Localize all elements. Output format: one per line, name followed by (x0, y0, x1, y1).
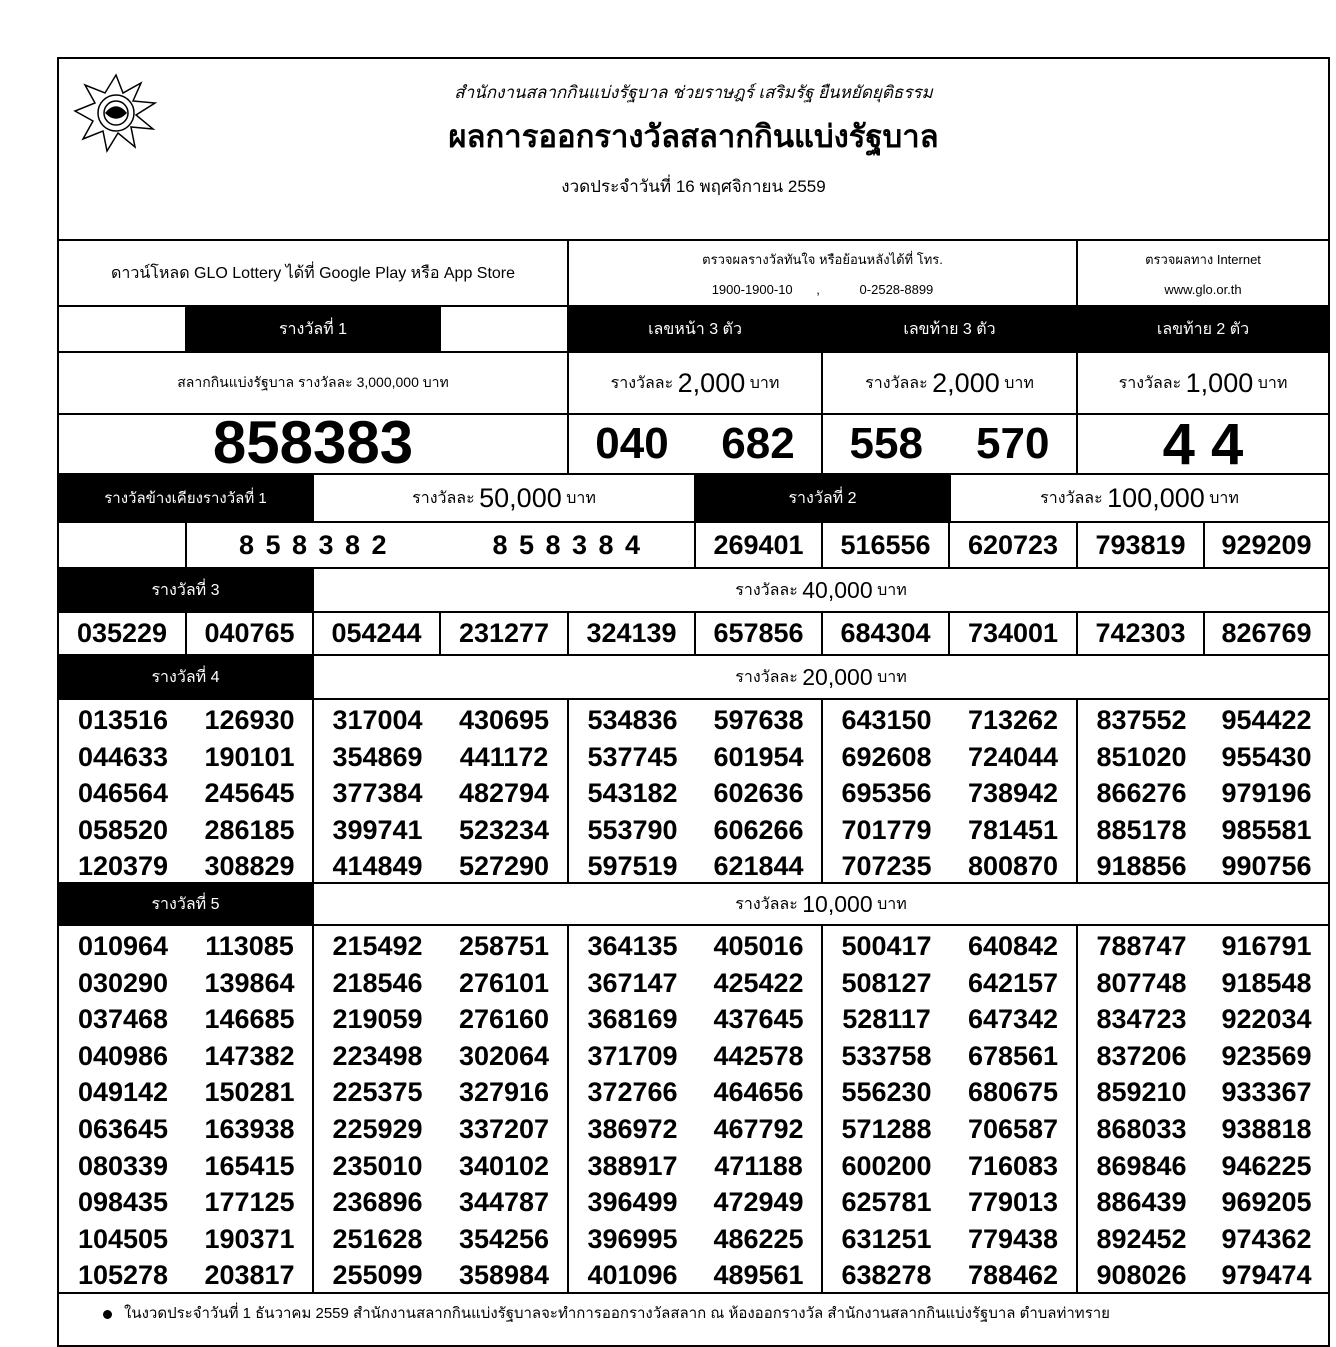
prize-number: 276101 (458, 967, 550, 998)
prize-number: 489561 (713, 1260, 804, 1291)
prize-number: 120379 (77, 851, 169, 882)
prize-number: 779013 (967, 1187, 1059, 1218)
footer-note (103, 1301, 1323, 1325)
prize-number: 837206 (1096, 1040, 1187, 1071)
prize-number: 147382 (204, 1040, 295, 1071)
prize-number: 302064 (458, 1040, 550, 1071)
number-column (1205, 926, 1328, 1292)
first-prize-desc: สลากกินแบ่งรัฐบาล รางวัลละ 3,000,000 บาท (59, 353, 569, 415)
prize-number: 979474 (1221, 1260, 1312, 1291)
front3-amount-value: 2,000 (677, 367, 746, 398)
first-prize-label: รางวัลที่ 1 (187, 307, 441, 353)
number-column (59, 700, 187, 882)
prize-number: 701779 (841, 814, 932, 845)
back3-amount-value: 2,000 (932, 367, 1000, 398)
prize-number: 425422 (713, 967, 804, 998)
prize-number: 146685 (204, 1004, 295, 1035)
front3-amount (569, 353, 823, 415)
near-first-amount-prefix: รางวัลละ (412, 489, 475, 507)
prize-number: 837552 (1096, 705, 1187, 735)
prize-number: 401096 (587, 1260, 678, 1291)
phone-label: ตรวจผลรางวัลทันใจ หรือย้อนหลังได้ที่ โทร. (702, 252, 943, 267)
footer-note-text: ในงวดประจำวันที่ 1 ธันวาคม 2559 สำนักงานสลากกินแบ่งรัฐบาลจะทำการออกรางวัลสลาก ณ ห้องออกรางวัล สำนักงานสลากกินแบ่งรัฐบาล ตำบลท่าทราย (124, 1305, 1110, 1322)
prize-number: 040765 (187, 613, 314, 656)
second-prize-amount (951, 475, 1328, 523)
prize-number: 946225 (1221, 1150, 1312, 1181)
prize-number: 236896 (332, 1187, 423, 1218)
prize-number: 035229 (59, 613, 187, 656)
website-link[interactable]: www.glo.or.th (1164, 282, 1242, 297)
fourth-prize-amount (314, 656, 1328, 700)
front3-amount-prefix: รางวัลละ (610, 374, 674, 392)
prize-number: 602636 (713, 778, 804, 809)
prize-number: 098435 (77, 1187, 169, 1218)
prize-number: 724044 (967, 741, 1059, 772)
prize-number: 190371 (204, 1223, 295, 1254)
prize-number: 954422 (1221, 705, 1312, 735)
prize-number: 276160 (458, 1004, 550, 1035)
second-prize-amount-suffix: บาท (1209, 489, 1239, 507)
prize-number: 955430 (1221, 741, 1312, 772)
back3-numbers (823, 415, 1078, 475)
number-column (187, 700, 314, 882)
prize-number: 040986 (77, 1040, 169, 1071)
prize-number: 642157 (967, 967, 1059, 998)
back2-amount-prefix: รางวัลละ (1118, 374, 1182, 392)
prize-number: 985581 (1221, 814, 1312, 845)
prize-number: 049142 (77, 1077, 169, 1108)
prize-number: 868033 (1096, 1113, 1187, 1144)
prize-number: 340102 (458, 1150, 550, 1181)
prize-number: 922034 (1221, 1004, 1312, 1035)
prize-number: 190101 (204, 741, 295, 772)
prize-number: 834723 (1096, 1004, 1187, 1035)
prize-number: 800870 (967, 851, 1059, 882)
near-first-number-1: 8 5 8 3 8 2 (238, 529, 389, 560)
fourth-prize-label: รางวัลที่ 4 (59, 656, 314, 700)
near-first-label: รางวัลข้างเคียงรางวัลที่ 1 (59, 475, 314, 523)
prize-number: 482794 (458, 778, 550, 809)
fifth-prize-amount-prefix: รางวัลละ (735, 895, 798, 913)
prize-number: 442578 (713, 1040, 804, 1071)
prize-number: 371709 (587, 1040, 678, 1071)
prize-number: 251628 (332, 1223, 423, 1254)
prize-number: 063645 (77, 1113, 169, 1144)
prize-number: 537745 (587, 741, 678, 772)
second-prize-number-3: 620723 (950, 523, 1078, 569)
phone-separator: , (816, 282, 820, 297)
prize-number: 203817 (204, 1260, 295, 1291)
prize-number: 918548 (1221, 967, 1312, 998)
prize-number: 441172 (459, 741, 549, 772)
prize-number: 680675 (967, 1077, 1059, 1108)
fourth-prize-amount-value: 20,000 (802, 663, 873, 690)
number-column (187, 926, 314, 1292)
near-first-blank (59, 523, 187, 569)
second-prize-amount-value: 100,000 (1107, 482, 1205, 513)
download-text: ดาวน์โหลด GLO Lottery ได้ที่ Google Play หรือ App Store (110, 264, 516, 282)
prize-number: 553790 (587, 814, 678, 845)
number-column (314, 926, 441, 1292)
prize-number: 779438 (967, 1223, 1059, 1254)
second-prize-number-4: 793819 (1078, 523, 1205, 569)
second-prize-number-2: 516556 (823, 523, 950, 569)
prize-number: 500417 (841, 931, 932, 961)
fourth-prize-amount-prefix: รางวัลละ (735, 668, 798, 686)
prize-number: 707235 (841, 851, 932, 882)
first-prize-blank-left (59, 307, 187, 353)
back3-number-2: 570 (976, 419, 1050, 468)
fifth-prize-label: รางวัลที่ 5 (59, 884, 314, 926)
prize-number: 621844 (713, 851, 804, 882)
phone-numbers (712, 282, 934, 297)
prize-number: 235010 (332, 1150, 423, 1181)
internet-info (1078, 241, 1328, 307)
number-column (1078, 700, 1205, 882)
prize-number: 219059 (332, 1004, 423, 1035)
number-column (314, 700, 441, 882)
second-prize-number-5: 929209 (1205, 523, 1328, 569)
prize-number: 010964 (77, 931, 169, 961)
prize-number: 126930 (204, 705, 295, 735)
number-column (59, 926, 187, 1292)
prize-number: 859210 (1096, 1077, 1187, 1108)
number-column (950, 926, 1078, 1292)
prize-number: 923569 (1221, 1040, 1312, 1071)
phone-number-2: 0-2528-8899 (859, 282, 934, 297)
prize-number: 788462 (967, 1260, 1059, 1291)
bullet-icon (103, 1310, 112, 1319)
number-column (696, 926, 823, 1292)
prize-number: 606266 (713, 814, 804, 845)
draw-date: งวดประจำวันที่ 16 พฤศจิกายน 2559 (561, 177, 826, 196)
prize-number: 533758 (841, 1040, 932, 1071)
prize-number: 885178 (1096, 814, 1187, 845)
prize-number: 527290 (458, 851, 550, 882)
back2-amount (1078, 353, 1328, 415)
front3-amount-suffix: บาท (749, 374, 780, 392)
prize-number: 508127 (841, 967, 932, 998)
front3-numbers (569, 415, 823, 475)
prize-number: 286185 (204, 814, 295, 845)
prize-number: 692608 (841, 741, 932, 772)
prize-number: 640842 (967, 931, 1059, 961)
prize-number: 430695 (458, 705, 550, 735)
prize-number: 258751 (458, 931, 550, 961)
back3-number-1: 558 (849, 419, 923, 468)
prize-number: 892452 (1096, 1223, 1187, 1254)
prize-number: 826769 (1205, 613, 1328, 656)
prize-number: 625781 (841, 1187, 932, 1218)
download-info (59, 241, 569, 307)
prize-number: 597638 (713, 705, 804, 735)
prize-number: 742303 (1078, 613, 1205, 656)
prize-number: 245645 (204, 778, 295, 809)
prize-number: 054244 (314, 613, 441, 656)
third-prize-amount-prefix: รางวัลละ (735, 581, 798, 599)
prize-number: 105278 (77, 1260, 169, 1291)
prize-number: 414849 (332, 851, 423, 882)
prize-number: 104505 (77, 1223, 169, 1254)
prize-number: 918856 (1096, 851, 1187, 882)
fourth-prize-amount-suffix: บาท (877, 668, 907, 686)
fourth-prize-numbers (59, 700, 1328, 884)
prize-number: 364135 (587, 931, 678, 961)
prize-number: 317004 (332, 705, 423, 735)
prize-number: 080339 (77, 1150, 169, 1181)
third-prize-numbers (59, 613, 1328, 656)
page-title: ผลการออกรางวัลสลากกินแบ่งรัฐบาล (448, 119, 939, 154)
prize-number: 979196 (1221, 778, 1312, 809)
prize-number: 225929 (332, 1113, 423, 1144)
prize-number: 706587 (967, 1113, 1059, 1144)
prize-number: 638278 (841, 1260, 932, 1291)
prize-number: 631251 (841, 1223, 932, 1254)
prize-number: 405016 (713, 931, 804, 961)
back2-label: เลขท้าย 2 ตัว (1078, 307, 1328, 353)
near-first-numbers (187, 523, 696, 569)
prize-number: 908026 (1096, 1260, 1187, 1291)
prize-number: 367147 (587, 967, 678, 998)
number-column (950, 700, 1078, 882)
back2-amount-value: 1,000 (1185, 367, 1254, 398)
prize-number: 734001 (950, 613, 1078, 656)
prize-number: 781451 (967, 814, 1059, 845)
prize-number: 386972 (587, 1113, 678, 1144)
prize-number: 851020 (1096, 741, 1187, 772)
prize-number: 046564 (77, 778, 169, 809)
prize-number: 037468 (77, 1004, 169, 1035)
front3-number-1: 040 (595, 419, 669, 468)
fifth-prize-numbers (59, 926, 1328, 1294)
prize-number: 528117 (842, 1004, 931, 1035)
prize-number: 215492 (332, 931, 423, 961)
phone-info (569, 241, 1078, 307)
prize-number: 716083 (967, 1150, 1059, 1181)
prize-number: 933367 (1221, 1077, 1312, 1108)
prize-number: 437645 (713, 1004, 804, 1035)
prize-number: 218546 (332, 967, 423, 998)
prize-number: 788747 (1096, 931, 1187, 961)
phone-number-1: 1900-1900-10 (711, 282, 793, 297)
prize-number: 464656 (713, 1077, 804, 1108)
near-first-number-2: 8 5 8 3 8 4 (492, 529, 643, 560)
prize-number: 163938 (204, 1113, 295, 1144)
back2-number: 4 4 (1078, 415, 1328, 475)
prize-number: 030290 (77, 967, 169, 998)
header-section (59, 59, 1328, 241)
prize-number: 471188 (714, 1150, 803, 1181)
prize-number: 916791 (1221, 931, 1312, 961)
prize-number: 255099 (332, 1260, 423, 1291)
prize-number: 738942 (967, 778, 1059, 809)
org-motto: สำนักงานสลากกินแบ่งรัฐบาล ช่วยราษฎร์ เสริมรัฐ ยืนหยัดยุติธรรม (454, 83, 933, 102)
fifth-prize-amount-suffix: บาท (877, 895, 907, 913)
number-column (823, 926, 950, 1292)
prize-number: 523234 (458, 814, 550, 845)
near-first-amount-suffix: บาท (566, 489, 596, 507)
prize-number: 647342 (967, 1004, 1059, 1035)
prize-number: 308829 (204, 851, 295, 882)
first-prize-number: 858383 (59, 415, 569, 475)
prize-number: 974362 (1221, 1223, 1312, 1254)
first-prize-blank-right (441, 307, 569, 353)
prize-number: 396499 (587, 1187, 678, 1218)
prize-number: 866276 (1096, 778, 1187, 809)
prize-number: 396995 (587, 1223, 678, 1254)
prize-number: 807748 (1096, 967, 1187, 998)
prize-number: 058520 (77, 814, 169, 845)
fifth-prize-amount (314, 884, 1328, 926)
prize-number: 886439 (1096, 1187, 1187, 1218)
prize-number: 324139 (569, 613, 696, 656)
number-column (823, 700, 950, 882)
front3-number-2: 682 (721, 419, 795, 468)
prize-number: 678561 (967, 1040, 1059, 1071)
prize-number: 695356 (841, 778, 932, 809)
prize-number: 354869 (332, 741, 423, 772)
number-column (696, 700, 823, 882)
second-prize-amount-prefix: รางวัลละ (1040, 489, 1103, 507)
prize-number: 713262 (967, 705, 1059, 735)
prize-number: 990756 (1221, 851, 1312, 882)
back3-label: เลขท้าย 3 ตัว (823, 307, 1078, 353)
prize-number: 150281 (204, 1077, 295, 1108)
lottery-results-sheet (57, 57, 1330, 1347)
prize-number: 358984 (458, 1260, 550, 1291)
prize-number: 597519 (587, 851, 678, 882)
prize-number: 869846 (1096, 1150, 1187, 1181)
prize-number: 556230 (841, 1077, 932, 1108)
second-prize-number-1: 269401 (696, 523, 823, 569)
prize-number: 344787 (458, 1187, 550, 1218)
prize-number: 177125 (204, 1187, 295, 1218)
prize-number: 472949 (713, 1187, 804, 1218)
prize-number: 399741 (332, 814, 423, 845)
front3-label: เลขหน้า 3 ตัว (569, 307, 823, 353)
prize-number: 571288 (841, 1113, 932, 1144)
fifth-prize-amount-value: 10,000 (802, 890, 873, 917)
prize-number: 113085 (205, 931, 294, 961)
second-prize-label: รางวัลที่ 2 (696, 475, 951, 523)
prize-number: 684304 (823, 613, 950, 656)
prize-number: 377384 (332, 778, 423, 809)
prize-number: 165415 (204, 1150, 295, 1181)
number-column (569, 926, 696, 1292)
prize-number: 486225 (713, 1223, 804, 1254)
prize-number: 534836 (587, 705, 678, 735)
number-column (1205, 700, 1328, 882)
number-column (1078, 926, 1205, 1292)
prize-number: 372766 (587, 1077, 678, 1108)
prize-number: 013516 (77, 705, 169, 735)
prize-number: 044633 (77, 741, 169, 772)
number-column (441, 926, 569, 1292)
prize-number: 601954 (713, 741, 804, 772)
prize-number: 388917 (587, 1150, 678, 1181)
back3-amount-prefix: รางวัลละ (865, 374, 928, 392)
number-column (441, 700, 569, 882)
prize-number: 337207 (458, 1113, 550, 1144)
prize-number: 467792 (713, 1113, 804, 1144)
prize-number: 543182 (587, 778, 678, 809)
prize-number: 643150 (841, 705, 932, 735)
prize-number: 327916 (458, 1077, 550, 1108)
prize-number: 600200 (841, 1150, 932, 1181)
prize-number: 139864 (204, 967, 295, 998)
prize-number: 231277 (441, 613, 569, 656)
back2-amount-suffix: บาท (1257, 374, 1288, 392)
third-prize-label: รางวัลที่ 3 (59, 569, 314, 613)
near-first-amount (314, 475, 696, 523)
third-prize-amount (314, 569, 1328, 613)
number-column (569, 700, 696, 882)
back3-amount (823, 353, 1078, 415)
internet-label: ตรวจผลทาง Internet (1145, 252, 1261, 267)
prize-number: 938818 (1221, 1113, 1312, 1144)
prize-number: 657856 (696, 613, 823, 656)
prize-number: 354256 (458, 1223, 550, 1254)
prize-number: 368169 (587, 1004, 678, 1035)
third-prize-amount-suffix: บาท (877, 581, 907, 599)
prize-number: 225375 (332, 1077, 423, 1108)
prize-number: 969205 (1221, 1187, 1312, 1218)
prize-number: 223498 (332, 1040, 423, 1071)
back3-amount-suffix: บาท (1004, 374, 1034, 392)
third-prize-amount-value: 40,000 (802, 576, 873, 603)
near-first-amount-value: 50,000 (479, 482, 562, 513)
